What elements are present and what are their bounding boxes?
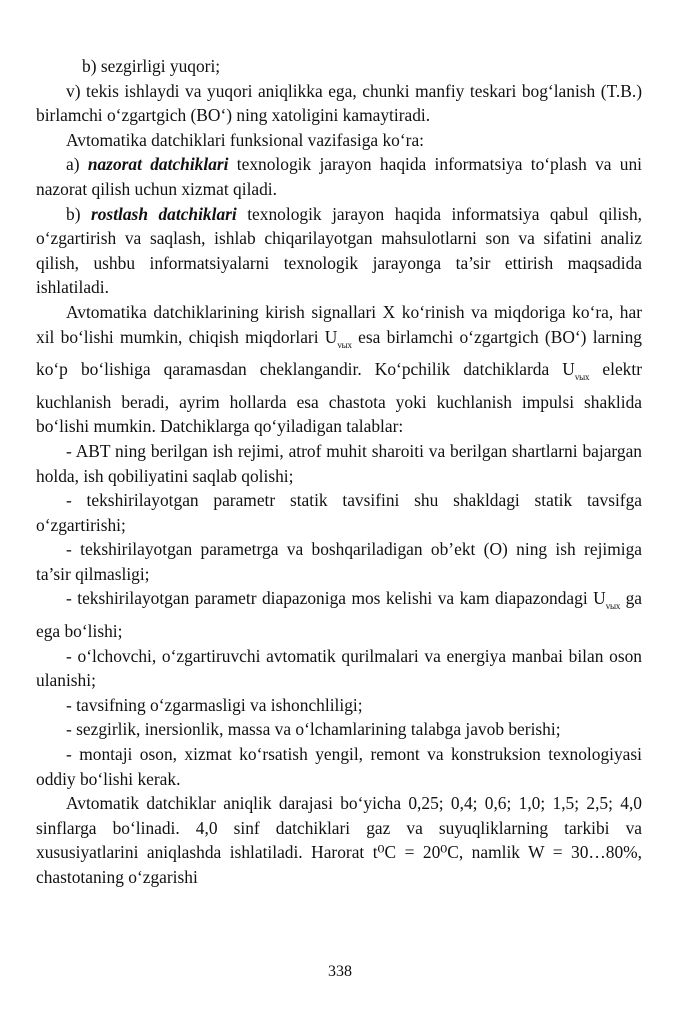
requirement-item: - sezgirlik, inersionlik, massa va o‘lchamlarining talabga javob berishi; bbox=[66, 719, 561, 740]
subscript-vyx-1: vыx bbox=[337, 339, 352, 350]
requirement-item-range bbox=[36, 586, 642, 643]
paragraph-regulating-sensors bbox=[36, 202, 642, 300]
signals-text-1: Avtomatika datchiklarining kirish signallari X ko‘rinish va miqdoriga ko‘ra, har xil bo‘lishi mumkin, chiqish miqdorlari U bbox=[36, 301, 642, 347]
control-sensors-text: texnologik jarayon haqida informatsiya to‘plash va uni nazorat qilish uchun xizmat qiladi. bbox=[36, 154, 642, 199]
subscript-vyx-2: vыx bbox=[574, 372, 590, 383]
list-prefix-b: b) bbox=[66, 203, 91, 224]
term-nazorat-datchiklari: nazorat datchiklari bbox=[87, 154, 229, 175]
paragraph-accuracy-classes: Avtomatik datchiklar aniqlik darajasi bo‘yicha 0,25; 0,4; 0,6; 1,0; 1,5; 2,5; 4,0 sinflarga bo‘linadi. 4,0 sinf datchiklari gaz va suyuqliklarning tarkibi va xususiyatlarini aniqlashda ishlatiladi. Harorat t⁰C = 20⁰C, namlik W = 30…80%, chastotaning o‘zgarishi bbox=[36, 793, 642, 887]
paragraph-control-sensors bbox=[36, 152, 642, 201]
signals-text-2: esa birlamchi o‘zgartgich (BO‘) larning ko‘p bo‘lishiga qaramasdan cheklangandir. Ko‘pchilik datchiklarda U bbox=[36, 326, 642, 380]
requirement-item: - tekshirilayotgan parametr statik tavsifini shu shakldagi statik tavsifga o‘zgartirishi; bbox=[36, 490, 642, 535]
regulating-sensors-text: texnologik jarayon haqida informatsiya qabul qilish, o‘zgartirish va saqlash, ishlab chiqarilayotgan mahsulotlarni son va sifatini analiz qilish, ushbu informatsiyalarni texnologik jarayonga ta’sir ettirish maqsadida ishlatiladi. bbox=[36, 203, 642, 298]
range-text-2: ga ega bo‘lishi; bbox=[36, 588, 643, 642]
signals-text-3: elektr kuchlanish beradi, ayrim hollarda esa chastota yoki kuchlanish impulsi shaklida bo‘lishi mumkin. Datchiklarga qo‘yiladigan talablar: bbox=[36, 359, 642, 437]
page-number: 338 bbox=[328, 963, 352, 980]
requirement-item: - o‘lchovchi, o‘zgartiruvchi avtomatik qurilmalari va energiya manbai bilan oson ulanishi; bbox=[36, 645, 642, 691]
range-text-1: - tekshirilayotgan parametr diapazoniga mos kelishi va kam diapazondagi U bbox=[66, 588, 606, 609]
list-prefix-a: a) bbox=[66, 154, 88, 175]
paragraph-classification-intro: Avtomatika datchiklari funksional vazifasiga ko‘ra: bbox=[66, 129, 424, 150]
requirement-item: - tekshirilayotgan parametrga va boshqariladigan ob’ekt (O) ning ish rejimiga ta’sir qilmasligi; bbox=[36, 539, 642, 584]
paragraph-signals bbox=[36, 300, 642, 439]
requirement-item: - tavsifning o‘zgarmasligi va ishonchliligi; bbox=[66, 694, 363, 715]
paragraph-list-v: v) tekis ishlaydi va yuqori aniqlikka ega, chunki manfiy teskari bog‘lanish (T.B.) birlamchi o‘zgartgich (BO‘) ning xatoligini kamaytiradi. bbox=[36, 80, 642, 126]
subscript-vyx-3: vыx bbox=[605, 601, 621, 612]
paragraph-list-b: b) sezgirligi yuqori; bbox=[82, 56, 221, 76]
page-body bbox=[36, 54, 642, 890]
term-rostlash-datchiklari: rostlash datchiklari bbox=[90, 203, 237, 224]
requirement-item: - ABT ning berilgan ish rejimi, atrof muhit sharoiti va berilgan shartlarni bajargan holda, ish qobiliyatini saqlab qolishi; bbox=[36, 440, 642, 486]
requirement-item: - montaji oson, xizmat ko‘rsatish yengil, remont va konstruksion texnologiyasi oddiy bo‘lishi kerak. bbox=[36, 744, 642, 789]
